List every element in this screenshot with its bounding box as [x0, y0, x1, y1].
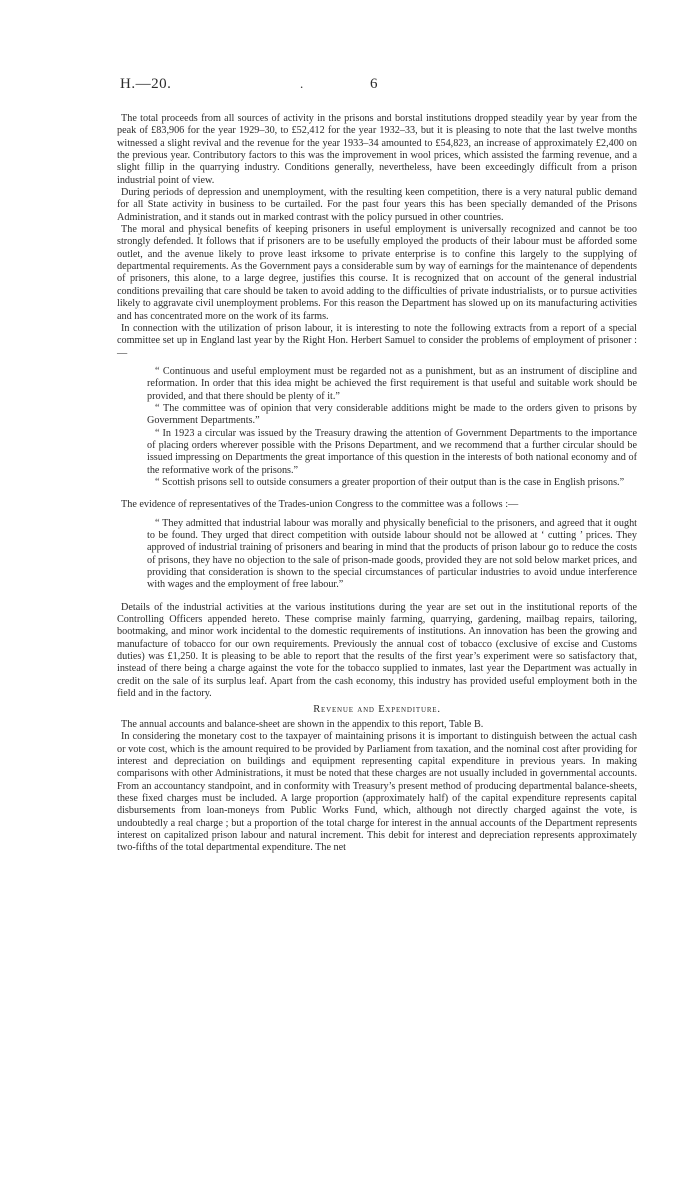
paragraph-industrial-activities: Details of the industrial activities at the various institutions during the year are set out in the institutional reports of the Controlling Officers appended hereto. These comprise mainly farming, quarrying, gardening, mailbag repairs, tailoring, bootmaking, and minor work incidental to the domestic requirements of institutions. An innovation has been the growing and manufacture of tobacco for our own requirements. Previously the annual cost of tobacco (exclusive of excise and Customs duties) was £1,250. It is pleasing to be able to report that the results of the first year’s experiment were so satisfactory that, instead of there being a charge against the vote for the tobacco supplied to inmates, last year the Department was actually in credit on the sale of its surplus leaf. Apart from the cash economy, this industry has provided useful employment both in the field and in the factory. — [117, 601, 637, 700]
paragraph-annual-accounts: The annual accounts and balance-sheet are shown in the appendix to this report, Table B. — [121, 718, 484, 730]
report-number: H.—20. — [120, 76, 172, 92]
quote-committee-opinion: “ The committee was of opinion that very considerable additions might be made to the orders given to prisons by Government Departments.” — [147, 402, 637, 427]
quote-treasury-circular: “ In 1923 a circular was issued by the Treasury drawing the attention of Government Departments to the importance of placing orders wherever possible with the Prisons Department, and we recommend that a further circular should be issued impressing on Departments the great importance of this question in the interests of both national economy and of the reformative work of the prisons.” — [147, 427, 637, 476]
document-body — [117, 113, 637, 855]
section-heading-revenue: Revenue and Expenditure. — [313, 704, 441, 716]
quote-scottish-prisons: “ Scottish prisons sell to outside consumers a greater proportion of their output than is the case in English prisons.” — [155, 476, 625, 488]
quote-trades-union-evidence: “ They admitted that industrial labour was morally and physically beneficial to the prisoners, and agreed that it ought to be found. They urged that direct competition with outside labour should not be allowed at ‘ cutting ’ prices. They approved of industrial training of prisoners and bearing in mind that the products of prison labour go to reduce the costs of prisons, they have no objection to the sale of prison-made goods, provided they are not sold below market prices, and providing that consideration is shown to the special circumstances of particular industries to avoid undue interference with wages and the employment of free labour.” — [147, 517, 637, 591]
page-number: 6 — [370, 76, 378, 92]
paragraph-trades-union: The evidence of representatives of the Trades-union Congress to the committee was a follows :— — [121, 499, 519, 511]
paragraph-proceeds: The total proceeds from all sources of activity in the prisons and borstal institutions dropped steadily year by year from the peak of £83,906 for the year 1929–30, to £52,412 for the year 1932–33, but it is pleasing to note that the last twelve months witnessed a slight revival and the revenue for the year 1933–34 amounted to £54,823, an increase of approximately £2,400 on the previous year. Contributory factors to this was the improvement in wool prices, which assisted the farming revenue, and a slight fillip in the quarrying industry. Conditions generally, nevertheless, have been exceedingly difficult from a prison industrial point of view. — [117, 113, 637, 186]
paragraph-depression: During periods of depression and unemployment, with the resulting keen competition, there is a very natural public demand for all State activity in business to be curtailed. For the past four years this has been specially demanded of the Prisons Administration, and it stands out in marked contrast with the policy pursued in other countries. — [117, 187, 637, 223]
quote-continuous-employment: “ Continuous and useful employment must be regarded not as a punishment, but as an instrument of discipline and reformation. In order that this idea might be achieved the first requirement is that useful and suitable work should be provided, and that there should be plenty of it.” — [147, 365, 637, 402]
paragraph-benefits: The moral and physical benefits of keeping prisoners in useful employment is universally recognized and cannot be too strongly defended. It follows that if prisoners are to be usefully employed the products of their labour must be afforded some outlet, and the avenue likely to prove least irksome to private enterprise is to confine this largely to the supplying of departmental requirements. As the Government pays a considerable sum by way of earnings for the maintenance of dependents of prisoners, this alone, to a large degree, justifies this course. It is recognized that on account of the general industrial conditions prevailing that care should be taken to avoid adding to the difficulties of private industrialists, or to pursue activities likely to aggravate civil unemployment problems. For this reason the Department has slowed up on its manufacturing activities and has concentrated more on the work of its farms. — [117, 224, 637, 322]
header-dot: . — [300, 76, 304, 91]
page-header — [120, 76, 640, 96]
paragraph-committee-intro: In connection with the utilization of prison labour, it is interesting to note the following extracts from a report of a special committee set up in England last year by the Right Hon. Herbert Samuel to consider the problems of employment of prisoner :— — [117, 322, 637, 359]
paragraph-monetary-cost: In considering the monetary cost to the taxpayer of maintaining prisons it is important to distinguish between the actual cash or vote cost, which is the amount required to be provided by Parliament from taxation, and the nominal cost after providing for interest and depreciation on buildings and equipment representing capital expenditure in previous years. In making comparisons with other Administrations, it must be noted that these charges are not usually included in governmental accounts. From an accountancy standpoint, and in conformity with Treasury’s present method of producing departmental balance-sheets, these fixed charges must be included. A large proportion (approximately half) of the capital expenditure represents capital disbursements from loan-moneys from Public Works Fund, which, although not directly charged against the vote, is undoubtedly a real charge ; but a proportion of the total charge for interest in the annual accounts of the Department represents interest on capitalized prison labour and natural increment. This debit for interest and depreciation represents approximately two-fifths of the total departmental expenditure. The net — [117, 731, 637, 854]
